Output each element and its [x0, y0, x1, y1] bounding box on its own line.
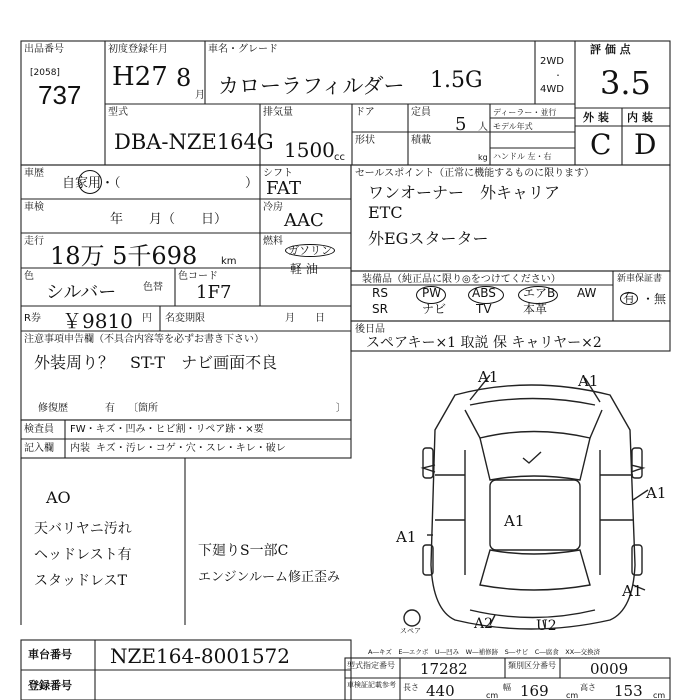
inspection-label: 車検 — [24, 202, 44, 213]
type-code: 17282 — [420, 660, 468, 678]
inspector-int-items: キズ・汚レ・コゲ・穴・スレ・キレ・破レ — [96, 443, 286, 454]
damage-mark: A1 — [396, 528, 417, 546]
history-close: ） — [245, 176, 259, 191]
length-label: 長さ — [403, 683, 419, 692]
disp-label: 排気量 — [263, 107, 293, 118]
rcert-label: R券 — [24, 313, 41, 324]
registration-label: 登録番号 — [28, 679, 72, 692]
lot-label: 出品番号 — [24, 44, 64, 55]
equipment-label: 装備品（純正品に限り◎をつけてください） — [362, 274, 561, 285]
reg-year: H27 — [112, 62, 168, 92]
history-circle — [78, 170, 102, 194]
equipment-airbag-circle — [518, 286, 558, 304]
color-code: 1F7 — [196, 282, 232, 303]
history-value: 自家用・（ — [62, 176, 121, 191]
damage-mark: A1 — [578, 372, 599, 390]
sales-point-1: ワンオーナー 外キャリア — [368, 183, 561, 202]
displacement: 1500 — [284, 138, 335, 162]
height-label: 高さ — [580, 683, 596, 692]
int-label: 内 装 — [627, 111, 653, 124]
name-change-label: 名変期限 — [165, 313, 205, 324]
length-value: 440 — [426, 682, 455, 700]
warranty-no: ・無 — [642, 292, 667, 306]
equipment-navi: ナビ — [422, 302, 447, 316]
fuel-diesel: 軽 油 — [290, 262, 318, 276]
rcert-value: ￥9810 — [62, 309, 133, 333]
width-unit: cm — [566, 691, 579, 700]
spare-label: スペア — [400, 627, 421, 635]
drive-dot: ・ — [554, 71, 562, 80]
equipment-leather: 本革 — [523, 302, 548, 316]
inspector-int-title: 内装 — [70, 443, 90, 454]
dealer-label: ディーラー・並行 — [493, 108, 557, 117]
height-unit: cm — [653, 691, 666, 700]
car-damage-diagram — [395, 370, 685, 645]
type-code-label: 型式指定番号 — [347, 661, 395, 670]
load-unit: kg — [478, 153, 488, 162]
inspector-ext-items: FW・キズ・凹み・ヒビ割・リペア跡・×要 — [70, 424, 264, 435]
height-value: 153 — [614, 682, 643, 700]
shape-label: 形状 — [355, 135, 375, 146]
name-change-date: 月 日 — [285, 313, 325, 324]
drive-4wd: 4WD — [540, 84, 564, 95]
damage-mark: A1 — [646, 484, 667, 502]
shift-value: FAT — [266, 178, 301, 199]
load-label: 積載 — [411, 135, 431, 146]
remark-right-1: 下廻りS一部C — [198, 543, 289, 559]
damage-mark: A1 — [504, 512, 525, 530]
equipment-sr: SR — [372, 302, 388, 316]
damage-mark: A2 — [474, 616, 494, 632]
width-value: 169 — [520, 682, 549, 700]
rcert-yen: 円 — [142, 313, 152, 324]
damage-mark: U2 — [536, 618, 557, 634]
color-replace-label: 色替 — [143, 282, 163, 293]
car-name: カローラフィルダー — [218, 74, 405, 98]
mileage-unit: km — [221, 256, 237, 267]
remark-4: スタッドレスT — [34, 573, 127, 589]
repair-close: 〕 — [336, 403, 346, 414]
cooling-label: 冷房 — [263, 202, 283, 213]
repair-value: 有 — [105, 403, 115, 414]
reg-month: 8 — [176, 64, 192, 92]
score-value: 3.5 — [600, 64, 651, 102]
cert-label: 車検証記載参考 — [347, 681, 396, 689]
equipment-airbag: エアB — [523, 286, 556, 300]
damage-key: A―キズ E―エクボ U―凹み W―補修跡 S―サビ C―腐食 XX―交換済 — [368, 648, 601, 656]
after-label: 後日品 — [355, 324, 385, 335]
ext-label: 外 装 — [583, 111, 609, 124]
sales-point-3: 外EGスターター — [368, 229, 489, 248]
length-unit: cm — [486, 691, 499, 700]
capacity: 5 — [455, 114, 467, 135]
inspection-text: 年 月（ 日） — [110, 212, 228, 227]
color-value: シルバー — [46, 282, 117, 303]
model-type: DBA-NZE164G — [114, 130, 274, 154]
remark-right-2: エンジンルーム修正歪み — [198, 570, 341, 585]
month-unit: 月 — [195, 90, 205, 101]
remark-2: 天バリヤニ汚れ — [34, 521, 132, 537]
history-label: 車歴 — [24, 168, 44, 179]
score-label: 評 価 点 — [590, 43, 631, 56]
remark-3: ヘッドレスト有 — [34, 547, 132, 563]
equipment-abs: ABS — [472, 286, 496, 300]
notes-label: 注意事項申告欄（不具合内容等を必ずお書き下さい） — [24, 334, 264, 345]
disp-unit: cc — [334, 152, 345, 163]
notes-text: 外装周り？ ST-T ナビ画面不良 — [34, 353, 278, 372]
sales-point-2: ETC — [368, 203, 403, 222]
color-code-label: 色コード — [178, 271, 218, 282]
int-grade: D — [634, 128, 657, 161]
car-grade: 1.5G — [430, 68, 483, 93]
capacity-unit: 人 — [478, 122, 488, 133]
cooling-value: AAC — [284, 210, 324, 231]
equipment-rs: RS — [372, 286, 388, 300]
sales-points-label: セールスポイント（正常に機能するものに限ります） — [355, 168, 595, 179]
ext-grade: C — [590, 128, 612, 161]
class-code-label: 類別区分番号 — [508, 661, 556, 670]
after-text: スペアキー×1 取説 保 キャリヤー×2 — [366, 335, 602, 351]
warranty-yes: 有 — [620, 292, 638, 305]
mileage-value: 18万 5千698 — [50, 242, 198, 270]
repair-label: 修復歴 — [38, 403, 68, 414]
fuel-label: 燃料 — [263, 236, 283, 247]
capacity-label: 定員 — [411, 107, 431, 118]
warranty-label: 新車保証書 — [617, 274, 663, 284]
mileage-label: 走行 — [24, 236, 44, 247]
width-label: 幅 — [503, 683, 511, 692]
lot-sub: [2058] — [30, 68, 60, 78]
equipment-pw: PW — [422, 286, 442, 300]
chassis-number: NZE164-8001572 — [110, 644, 290, 668]
class-code: 0009 — [590, 660, 629, 678]
equipment-tv: TV — [476, 302, 492, 316]
model-year-label: モデル年式 — [493, 122, 533, 131]
color-label: 色 — [24, 271, 34, 282]
remark-1: AO — [46, 488, 71, 507]
name-label: 車名・グレード — [208, 44, 278, 55]
car-outline — [404, 375, 648, 629]
chassis-label: 車台番号 — [28, 648, 72, 661]
damage-mark: A1 — [622, 582, 643, 600]
drive-2wd: 2WD — [540, 56, 564, 67]
repair-place: 〔箇所 — [128, 403, 158, 414]
equipment-aw: AW — [577, 286, 597, 300]
fuel-gasoline: ガソリン — [285, 244, 335, 257]
shift-label: シフト — [263, 168, 293, 179]
type-label: 型式 — [108, 107, 128, 118]
handle-label: ハンドル 左・右 — [493, 152, 552, 161]
inspector-label-2: 記入欄 — [24, 443, 54, 454]
inspector-label-1: 検査員 — [24, 424, 54, 435]
door-label: ドア — [355, 107, 375, 118]
equipment-pw-circle — [416, 286, 446, 304]
equipment-abs-circle — [468, 286, 504, 304]
first-reg-label: 初度登録年月 — [108, 44, 168, 55]
lot-number: 737 — [38, 80, 82, 110]
damage-mark: A1 — [478, 368, 499, 386]
